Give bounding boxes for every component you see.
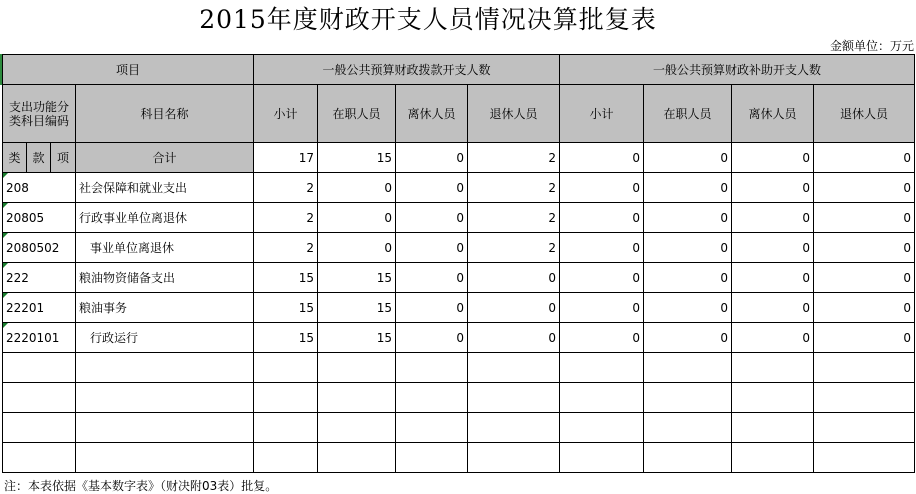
col-subtotal-2[interactable]: 小计 — [560, 85, 644, 143]
col-active-1[interactable]: 在职人员 — [318, 85, 396, 143]
empty-cell[interactable] — [318, 413, 396, 443]
project-header[interactable]: 项目 — [3, 55, 254, 85]
code-cell[interactable]: 2220101 — [3, 323, 76, 353]
footnote: 注：本表依据《基本数字表》（财决附03表）批复。 — [4, 479, 278, 493]
col-retired-1[interactable]: 退休人员 — [468, 85, 560, 143]
value-cell[interactable]: 0 — [814, 173, 915, 203]
value-cell[interactable]: 0 — [396, 323, 468, 353]
col-retired-2[interactable]: 退休人员 — [814, 85, 915, 143]
value-cell[interactable]: 0 — [318, 173, 396, 203]
value-cell[interactable]: 0 — [560, 233, 644, 263]
empty-cell[interactable] — [644, 443, 732, 473]
empty-cell[interactable] — [396, 413, 468, 443]
col-active-2[interactable]: 在职人员 — [644, 85, 732, 143]
table-row — [3, 293, 915, 323]
value-cell[interactable]: 0 — [468, 293, 560, 323]
total-cell[interactable]: 0 — [732, 143, 814, 173]
code-cell[interactable]: 22201 — [3, 293, 76, 323]
empty-cell[interactable] — [318, 353, 396, 383]
name-cell[interactable]: 粮油物资储备支出 — [76, 263, 254, 293]
value-cell[interactable]: 2 — [468, 203, 560, 233]
empty-cell[interactable] — [254, 353, 318, 383]
empty-cell[interactable] — [468, 383, 560, 413]
value-cell[interactable]: 0 — [732, 173, 814, 203]
name-cell[interactable]: 行政运行 — [76, 323, 254, 353]
table-row — [3, 323, 915, 353]
value-cell[interactable]: 0 — [814, 233, 915, 263]
value-cell[interactable]: 0 — [644, 203, 732, 233]
empty-cell[interactable] — [644, 383, 732, 413]
amount-unit: 金额单位：万元 — [829, 39, 914, 53]
empty-cell[interactable] — [732, 383, 814, 413]
empty-cell[interactable] — [468, 443, 560, 473]
empty-cell[interactable] — [76, 443, 254, 473]
code-cell[interactable]: 208 — [3, 173, 76, 203]
empty-cell[interactable] — [732, 443, 814, 473]
value-cell[interactable]: 0 — [468, 263, 560, 293]
value-cell[interactable]: 15 — [318, 263, 396, 293]
report-table — [2, 54, 915, 473]
total-cell[interactable]: 0 — [644, 143, 732, 173]
value-cell[interactable]: 15 — [254, 263, 318, 293]
empty-row — [3, 383, 915, 413]
value-cell[interactable]: 0 — [560, 293, 644, 323]
value-cell[interactable]: 0 — [814, 263, 915, 293]
total-cell[interactable]: 0 — [814, 143, 915, 173]
total-cell[interactable]: 15 — [318, 143, 396, 173]
value-cell[interactable]: 0 — [644, 323, 732, 353]
value-cell[interactable]: 0 — [396, 203, 468, 233]
value-cell[interactable]: 0 — [396, 293, 468, 323]
value-cell[interactable]: 0 — [814, 323, 915, 353]
empty-cell[interactable] — [468, 413, 560, 443]
total-cell[interactable]: 17 — [254, 143, 318, 173]
empty-row — [3, 353, 915, 383]
empty-cell[interactable] — [560, 383, 644, 413]
value-cell[interactable]: 0 — [732, 263, 814, 293]
empty-cell[interactable] — [814, 383, 915, 413]
value-cell[interactable]: 2 — [254, 233, 318, 263]
value-cell[interactable]: 0 — [318, 203, 396, 233]
code-header[interactable]: 支出功能分类科目编码 — [3, 85, 76, 143]
empty-cell[interactable] — [396, 443, 468, 473]
empty-cell[interactable] — [3, 353, 76, 383]
code-cell[interactable]: 222 — [3, 263, 76, 293]
total-cell[interactable]: 0 — [560, 143, 644, 173]
empty-cell[interactable] — [76, 383, 254, 413]
empty-cell[interactable] — [76, 353, 254, 383]
col-retired-early-1[interactable]: 离休人员 — [396, 85, 468, 143]
empty-cell[interactable] — [3, 443, 76, 473]
value-cell[interactable]: 2 — [254, 173, 318, 203]
table-row — [3, 233, 915, 263]
value-cell[interactable]: 0 — [732, 203, 814, 233]
name-header[interactable]: 科目名称 — [76, 85, 254, 143]
value-cell[interactable]: 0 — [732, 233, 814, 263]
empty-cell[interactable] — [318, 443, 396, 473]
kuan-header[interactable]: 款 — [27, 143, 51, 173]
empty-cell[interactable] — [814, 443, 915, 473]
table-row — [3, 173, 915, 203]
empty-row — [3, 413, 915, 443]
empty-cell[interactable] — [732, 353, 814, 383]
value-cell[interactable]: 2 — [468, 233, 560, 263]
code-cell[interactable]: 20805 — [3, 203, 76, 233]
table-row — [3, 263, 915, 293]
empty-cell[interactable] — [814, 413, 915, 443]
name-cell[interactable]: 事业单位离退休 — [76, 233, 254, 263]
value-cell[interactable]: 0 — [560, 173, 644, 203]
value-cell[interactable]: 0 — [560, 203, 644, 233]
empty-cell[interactable] — [560, 413, 644, 443]
empty-cell[interactable] — [732, 413, 814, 443]
empty-cell[interactable] — [254, 413, 318, 443]
value-cell[interactable]: 0 — [318, 233, 396, 263]
empty-cell[interactable] — [560, 443, 644, 473]
col-retired-early-2[interactable]: 离休人员 — [732, 85, 814, 143]
total-cell[interactable]: 0 — [396, 143, 468, 173]
subsidy-group-header[interactable]: 一般公共预算财政补助开支人数 — [560, 55, 915, 85]
name-cell[interactable]: 社会保障和就业支出 — [76, 173, 254, 203]
value-cell[interactable]: 0 — [560, 263, 644, 293]
value-cell[interactable]: 0 — [732, 293, 814, 323]
value-cell[interactable]: 0 — [814, 293, 915, 323]
value-cell[interactable]: 0 — [644, 263, 732, 293]
value-cell[interactable]: 0 — [468, 323, 560, 353]
empty-cell[interactable] — [468, 353, 560, 383]
empty-cell[interactable] — [76, 413, 254, 443]
report-title: 2015年度财政开支人员情况决算批复表 — [199, 5, 657, 34]
value-cell[interactable]: 0 — [732, 323, 814, 353]
value-cell[interactable]: 0 — [644, 293, 732, 323]
empty-cell[interactable] — [644, 413, 732, 443]
code-cell[interactable]: 2080502 — [3, 233, 76, 263]
lei-header[interactable]: 类 — [3, 143, 27, 173]
table-row — [3, 203, 915, 233]
value-cell[interactable]: 0 — [396, 233, 468, 263]
col-subtotal-1[interactable]: 小计 — [254, 85, 318, 143]
value-cell[interactable]: 0 — [560, 323, 644, 353]
empty-row — [3, 443, 915, 473]
empty-cell[interactable] — [814, 353, 915, 383]
appropriation-group-header[interactable]: 一般公共预算财政拨款开支人数 — [254, 55, 560, 85]
value-cell[interactable]: 15 — [254, 293, 318, 323]
name-cell[interactable]: 粮油事务 — [76, 293, 254, 323]
value-cell[interactable]: 15 — [318, 323, 396, 353]
name-cell[interactable]: 行政事业单位离退休 — [76, 203, 254, 233]
value-cell[interactable]: 0 — [644, 233, 732, 263]
empty-cell[interactable] — [396, 383, 468, 413]
xiang-header[interactable]: 项 — [51, 143, 76, 173]
empty-cell[interactable] — [396, 353, 468, 383]
empty-cell[interactable] — [3, 413, 76, 443]
value-cell[interactable]: 0 — [644, 173, 732, 203]
empty-cell[interactable] — [560, 353, 644, 383]
empty-cell[interactable] — [254, 383, 318, 413]
value-cell[interactable]: 0 — [814, 203, 915, 233]
value-cell[interactable]: 2 — [254, 203, 318, 233]
total-label[interactable]: 合计 — [76, 143, 254, 173]
value-cell[interactable]: 0 — [396, 263, 468, 293]
empty-cell[interactable] — [318, 383, 396, 413]
value-cell[interactable]: 15 — [318, 293, 396, 323]
value-cell[interactable]: 0 — [396, 173, 468, 203]
empty-cell[interactable] — [3, 383, 76, 413]
value-cell[interactable]: 15 — [254, 323, 318, 353]
total-cell[interactable]: 2 — [468, 143, 560, 173]
value-cell[interactable]: 2 — [468, 173, 560, 203]
empty-cell[interactable] — [644, 353, 732, 383]
empty-cell[interactable] — [254, 443, 318, 473]
